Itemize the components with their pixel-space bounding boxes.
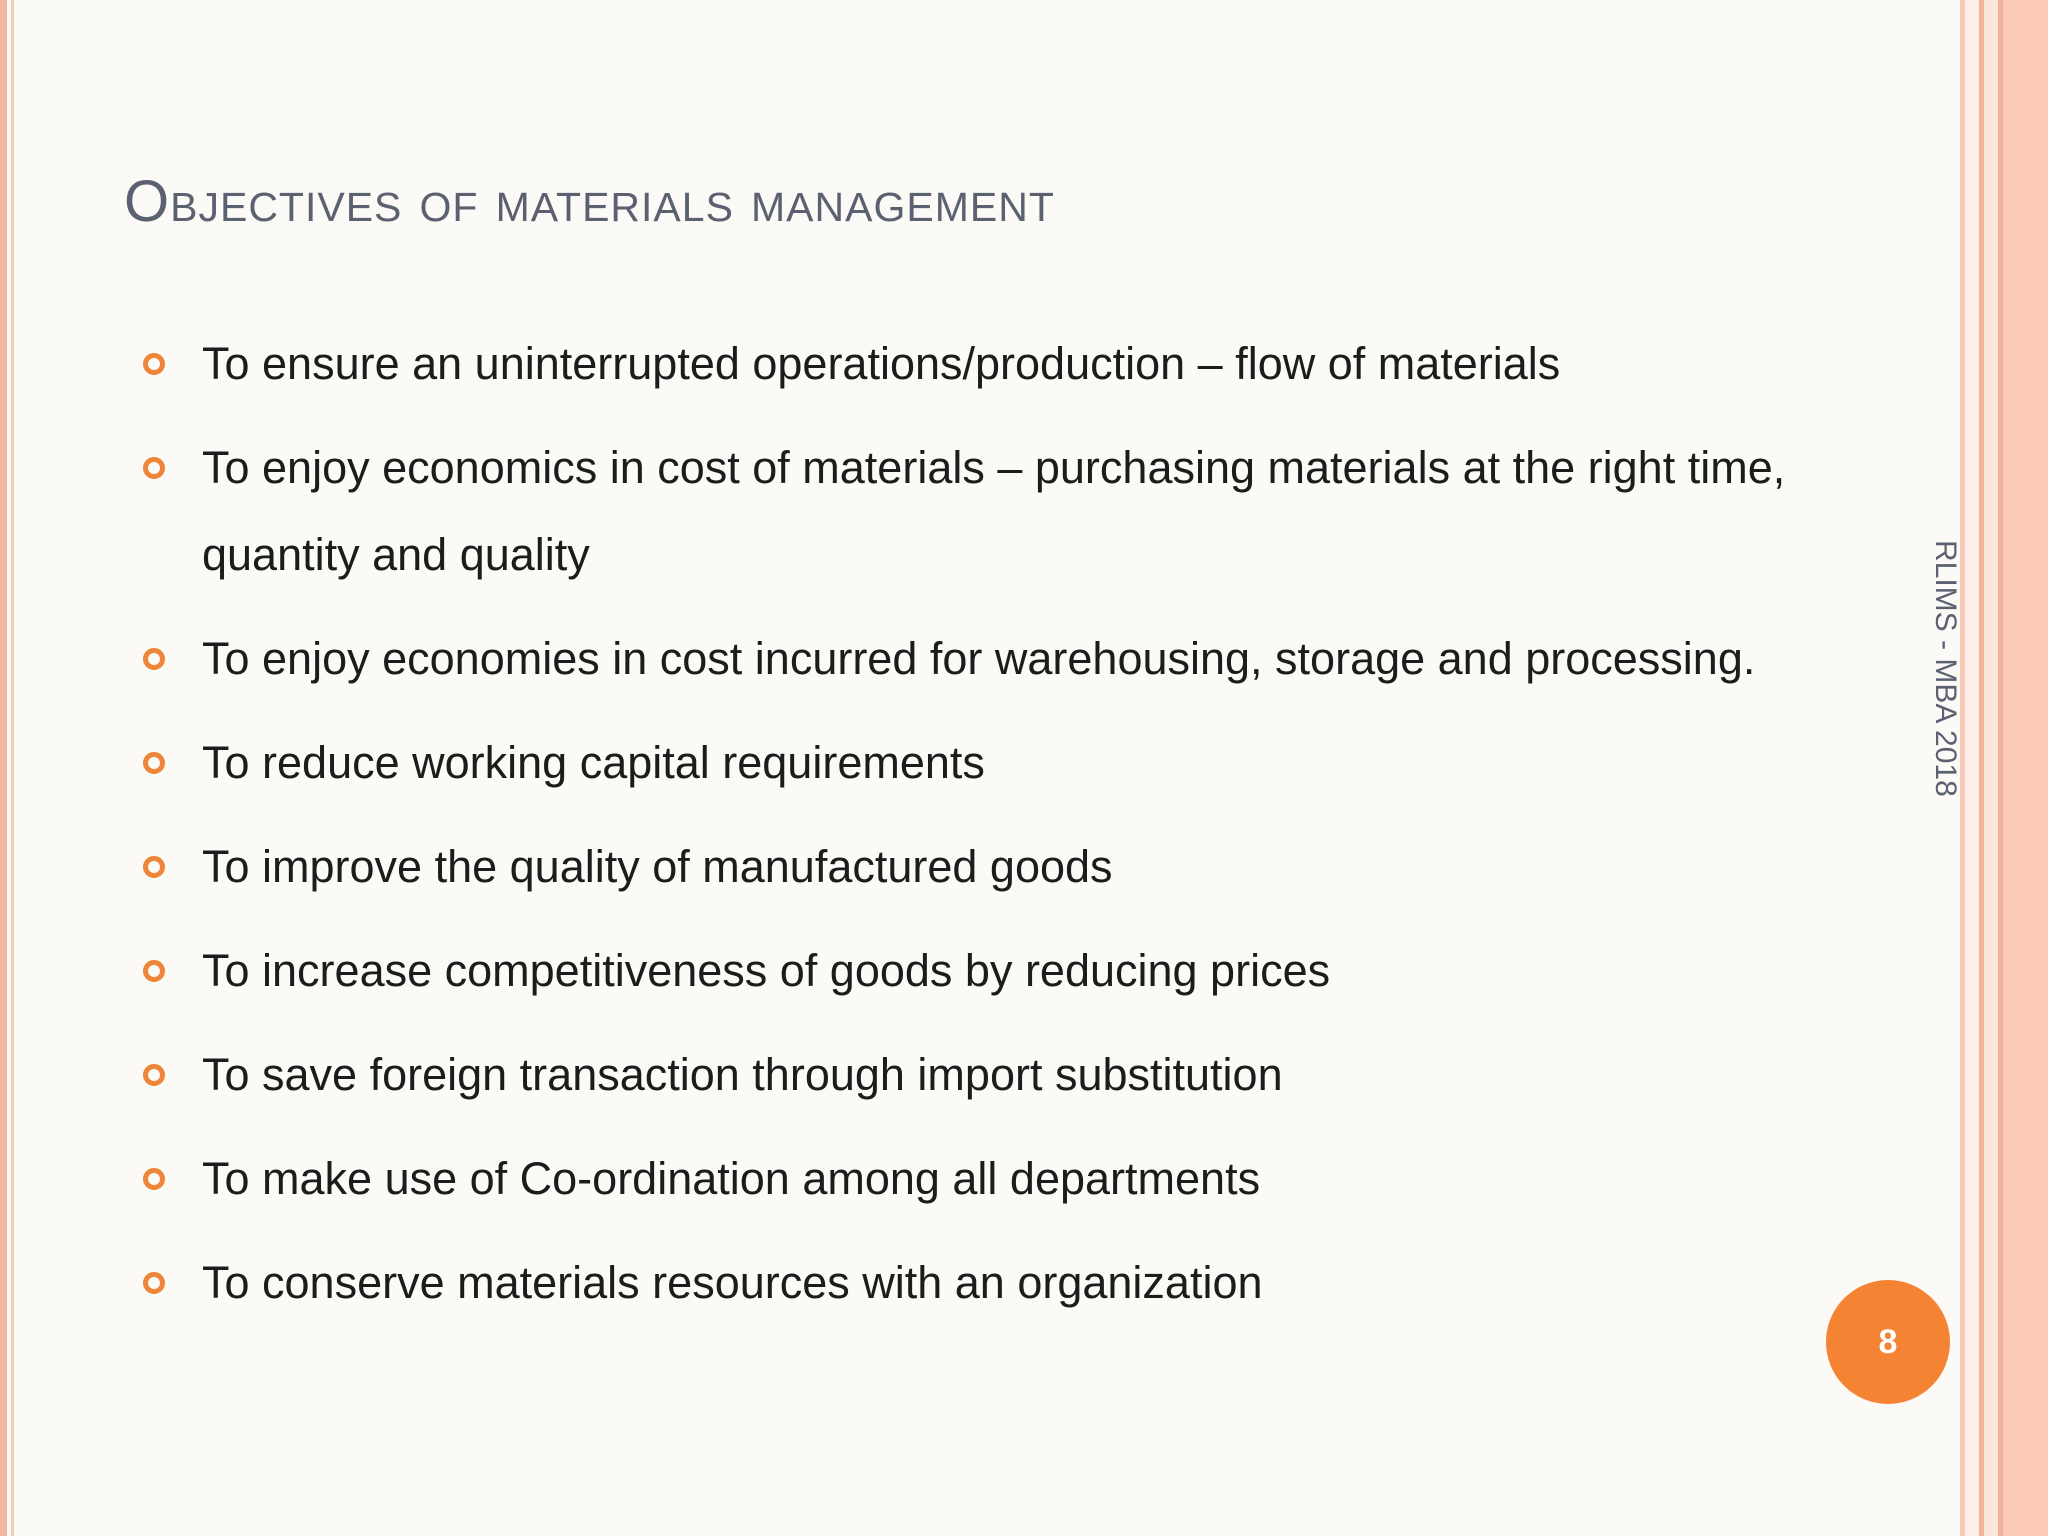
bullet-item	[140, 927, 1840, 1014]
page-number-badge: 8	[1826, 1280, 1950, 1404]
left-border-inner	[11, 0, 14, 1536]
ring-bullet-icon	[143, 1168, 165, 1190]
right-border-stripe	[1965, 0, 1979, 1536]
bullet-item	[140, 823, 1840, 910]
right-border-stripe	[1984, 0, 1998, 1536]
bullet-list	[140, 320, 1840, 1343]
bullet-text: To conserve materials resources with an organization	[202, 1257, 1263, 1308]
bullet-text: To enjoy economics in cost of materials – purchasing materials at the right time, quantity and quality	[202, 442, 1786, 580]
bullet-text: To reduce working capital requirements	[202, 737, 985, 788]
ring-bullet-icon	[143, 648, 165, 670]
footer-label: RLIMS - MBA 2018	[1929, 540, 1962, 797]
bullet-item	[140, 424, 1840, 598]
right-border-band	[2003, 0, 2048, 1536]
ring-bullet-icon	[143, 1272, 165, 1294]
bullet-item	[140, 1031, 1840, 1118]
ring-bullet-icon	[143, 856, 165, 878]
bullet-item	[140, 1239, 1840, 1326]
ring-bullet-icon	[143, 752, 165, 774]
slide-title: Objectives of materials management	[124, 169, 1055, 234]
bullet-item	[140, 719, 1840, 806]
bullet-text: To increase competitiveness of goods by reducing prices	[202, 945, 1331, 996]
ring-bullet-icon	[143, 960, 165, 982]
bullet-text: To make use of Co-ordination among all departments	[202, 1153, 1261, 1204]
bullet-text: To ensure an uninterrupted operations/production – flow of materials	[202, 338, 1561, 389]
ring-bullet-icon	[143, 353, 165, 375]
left-border	[0, 0, 7, 1536]
ring-bullet-icon	[143, 457, 165, 479]
bullet-text: To save foreign transaction through import substitution	[202, 1049, 1283, 1100]
bullet-item	[140, 615, 1840, 702]
bullet-text: To improve the quality of manufactured goods	[202, 841, 1113, 892]
ring-bullet-icon	[143, 1064, 165, 1086]
bullet-text: To enjoy economies in cost incurred for warehousing, storage and processing.	[202, 633, 1756, 684]
bullet-item	[140, 1135, 1840, 1222]
bullet-item	[140, 320, 1840, 407]
